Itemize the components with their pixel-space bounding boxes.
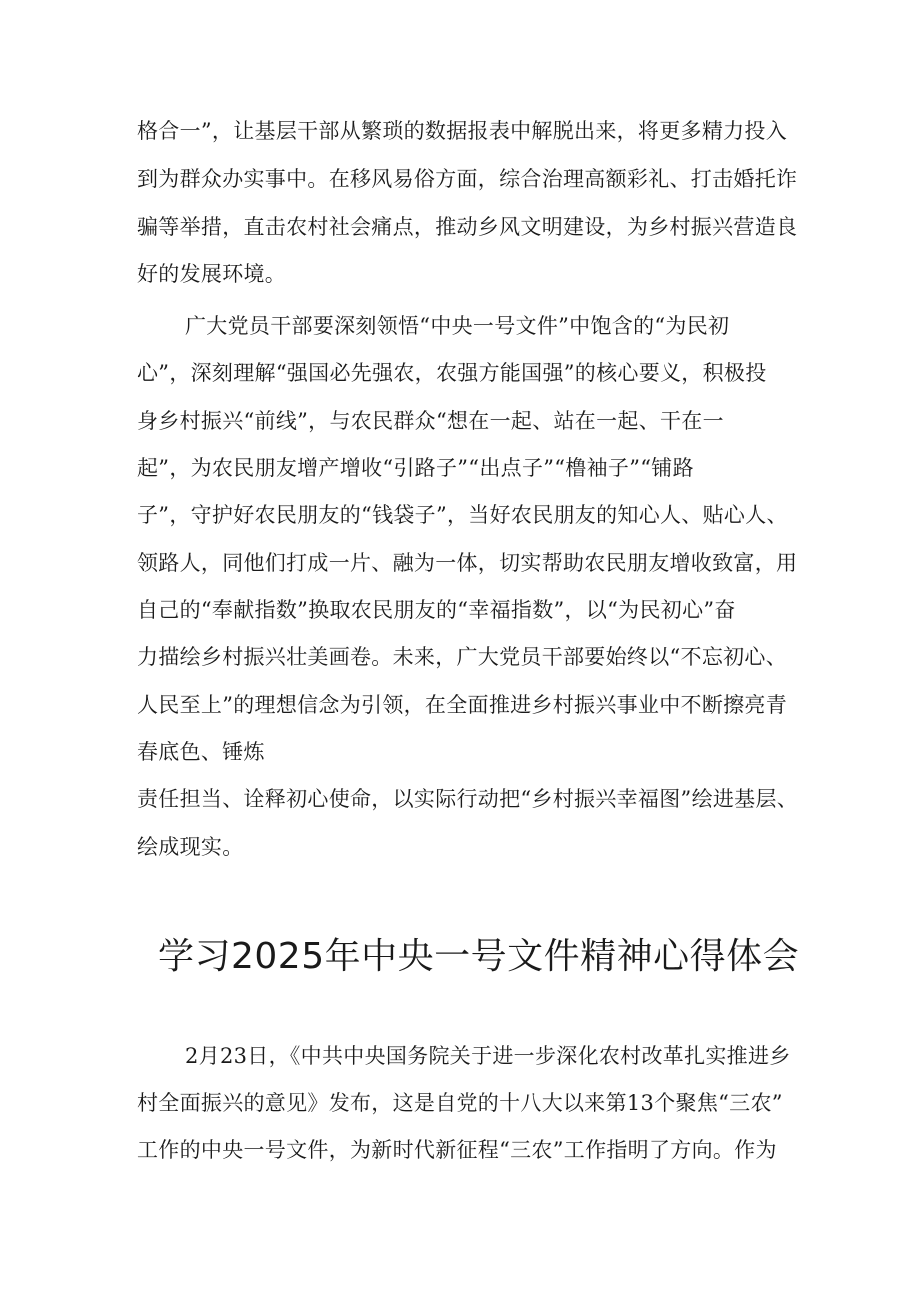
paragraph-2-line-9: 人民至上”的理想信念为引领，在全面推进乡村振兴事业中不断擦亮青	[137, 693, 788, 717]
paragraph-2-line-4: 起”，为农民朋友增产增收“引路子”“出点子”“橹袖子”“铺路	[137, 456, 694, 480]
paragraph-1-line-2: 到为群众办实事中。在移风易俗方面，综合治理高额彩礼、打击婚托诈	[137, 167, 798, 191]
paragraph-2-line-8: 力描绘乡村振兴壮美画卷。未来，广大党员干部要始终以“不忘初心、	[137, 645, 788, 669]
paragraph-2-line-11: 责任担当、诠释初心使命，以实际行动把“乡村振兴幸福图”绘进基层、	[137, 787, 799, 811]
paragraph-1-line-3: 骗等举措，直击农村社会痛点，推动乡风文明建设，为乡村振兴营造良	[137, 215, 798, 239]
paragraph-2-line-6: 领路人，同他们打成一片、融为一体，切实帮助农民朋友增收致富，用	[137, 551, 798, 575]
paragraph-3-line-1: 2月23日，《中共中央国务院关于进一步深化农村改革扎实推进乡	[185, 1044, 791, 1068]
paragraph-2-line-12: 绘成现实。	[137, 835, 244, 859]
paragraph-2-line-3: 身乡村振兴“前线”，与农民群众“想在一起、站在一起、干在一	[137, 409, 724, 433]
paragraph-2-line-1: 广大党员干部要深刻领悟“中央一号文件”中饱含的“为民初	[185, 314, 730, 338]
paragraph-2-line-5: 子”，守护好农民朋友的“钱袋子”，当好农民朋友的知心人、贴心人、	[137, 503, 788, 527]
article-heading: 学习2025年中央一号文件精神心得体会	[158, 936, 800, 977]
paragraph-2-line-2: 心”，深刻理解“强国必先强农，农强方能国强”的核心要义，积极投	[137, 361, 767, 385]
paragraph-3-line-2: 村全面振兴的意见》发布，这是自党的十八大以来第13个聚焦“三农”	[137, 1091, 783, 1115]
paragraph-3-line-3: 工作的中央一号文件，为新时代新征程“三农”工作指明了方向。作为	[137, 1138, 777, 1162]
paragraph-1-line-1: 格合一”，让基层干部从繁琐的数据报表中解脱出来，将更多精力投入	[137, 119, 788, 143]
paragraph-1-line-4: 好的发展环境。	[137, 262, 287, 286]
paragraph-2-line-7: 自己的“奉献指数”换取农民朋友的“幸福指数”，以“为民初心”奋	[137, 598, 736, 622]
paragraph-2-line-10: 春底色、锤炼	[137, 740, 265, 764]
